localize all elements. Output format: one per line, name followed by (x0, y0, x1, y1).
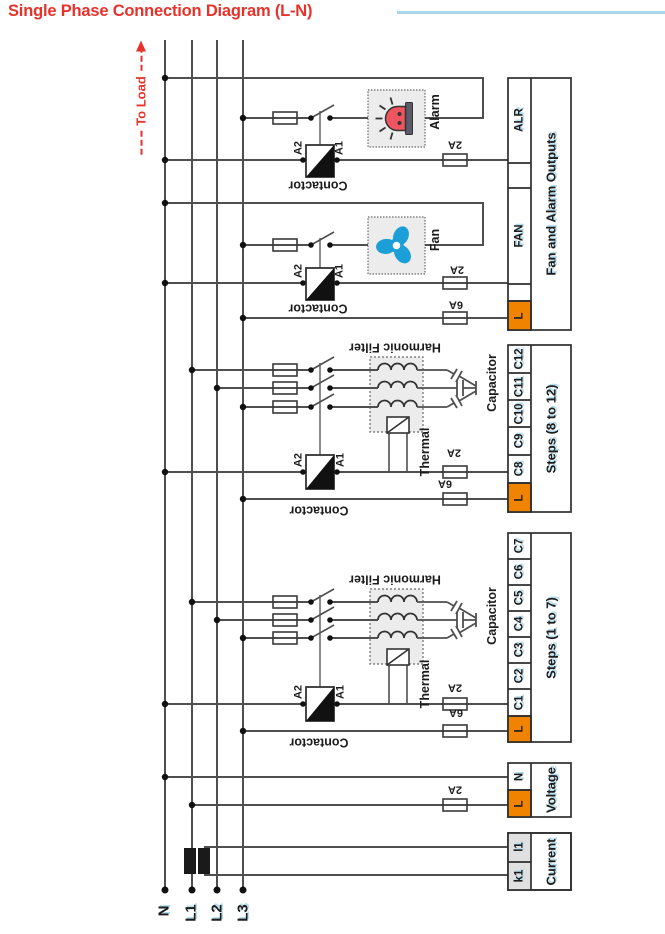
contactor-label: Contactor (288, 301, 348, 316)
fuse-2a-label: 2A (449, 263, 465, 276)
coil-a1-label: A1 (334, 452, 347, 468)
steps1-switch-levers (311, 589, 334, 638)
terminal-cell-c9: C9 (513, 433, 526, 449)
current-transformer (184, 848, 210, 874)
terminal-block-title-steps-1-7: Steps (1 to 7) (543, 597, 559, 679)
dash-segment (140, 131, 142, 155)
harmonic-filter-label: Harmonic Filter (349, 572, 441, 587)
terminal-cell-c6: C6 (513, 564, 526, 580)
terminal-cell-c12: C12 (513, 348, 526, 370)
fuse-2a-label: 2A (446, 446, 462, 459)
terminal-cell-c7: C7 (513, 538, 526, 554)
fan-device-label: Fan (427, 228, 442, 252)
coil-a1-label: A1 (334, 684, 347, 700)
harmonic-filter-label: Harmonic Filter (349, 340, 441, 355)
page-title: Single Phase Connection Diagram (L-N) (8, 2, 313, 20)
bus-label-l3: L3 (234, 904, 252, 922)
fuse-6a-label: 6A (448, 706, 464, 719)
terminal-cell-l1: l1 (513, 842, 526, 852)
terminal-cell-l: L (513, 725, 526, 733)
terminal-block-title-current: Current (543, 838, 559, 886)
terminal-cell-c8: C8 (513, 461, 526, 477)
terminal-block-voltage (508, 763, 571, 817)
steps1-thermal-stubs (389, 665, 407, 704)
coil-a2-label: A2 (292, 684, 305, 700)
capacitor-steps-8-12 (417, 369, 476, 408)
contactor-label: Contactor (289, 735, 349, 750)
bus-label-n: N (155, 905, 173, 917)
terminal-cell-k1: k1 (513, 869, 526, 883)
to-load-label: To Load (134, 47, 149, 155)
terminal-cell-fan: FAN (513, 224, 526, 248)
capacitor-steps-1-7 (417, 601, 476, 639)
fuse-6a-label: 6A (437, 477, 453, 490)
terminal-blocks (508, 78, 571, 890)
dash-segment (140, 47, 142, 71)
fuse-2a-label: 2A (447, 681, 463, 694)
capacitor-label: Capacitor (484, 354, 499, 412)
steps8-switch-levers (311, 357, 334, 407)
contactor-label: Contactor (289, 503, 349, 518)
terminal-cell-alr: ALR (513, 108, 526, 132)
terminal-block-title-voltage: Voltage (543, 767, 559, 813)
fuse-2a-label: 2A (447, 138, 463, 151)
coil-a2-label: A2 (292, 263, 305, 279)
capacitor-label: Capacitor (484, 587, 499, 645)
fuse-2a-label: 2A (447, 783, 463, 796)
title-underline (397, 11, 665, 14)
terminal-cell-c2: C2 (513, 668, 526, 684)
thermal-label: Thermal (417, 659, 432, 709)
terminal-cell-c5: C5 (513, 590, 526, 606)
terminal-block-title-steps-8-12: Steps (8 to 12) (543, 384, 559, 474)
terminal-cell-l: L (513, 494, 526, 502)
coil-a2-label: A2 (292, 452, 305, 468)
terminal-cell-c3: C3 (513, 642, 526, 658)
thermal-label: Thermal (417, 427, 432, 477)
terminal-cell-l: L (513, 800, 526, 808)
coil-a1-label: A1 (333, 263, 346, 279)
terminal-block-steps-8-12 (508, 345, 571, 512)
bus-label-l2: L2 (208, 904, 226, 922)
terminal-block-title-fan-alarm: Fan and Alarm Outputs (543, 132, 559, 276)
terminal-cell-c4: C4 (513, 616, 526, 632)
fuse-6a-label: 6A (448, 298, 464, 311)
steps8-thermal-stubs (389, 433, 407, 472)
terminal-cell-l: L (513, 312, 526, 320)
terminal-cell-n: N (513, 772, 526, 782)
contactor-label: Contactor (288, 178, 348, 193)
coil-a2-label: A2 (292, 140, 305, 156)
terminal-cell-c10: C10 (513, 403, 526, 425)
coil-a1-label: A1 (333, 140, 346, 156)
alarm-device-label: Alarm (427, 94, 442, 130)
bus-lines (165, 40, 243, 890)
terminal-cell-c1: C1 (513, 695, 526, 711)
terminal-cell-c11: C11 (513, 376, 526, 398)
bus-label-l1: L1 (182, 904, 200, 922)
